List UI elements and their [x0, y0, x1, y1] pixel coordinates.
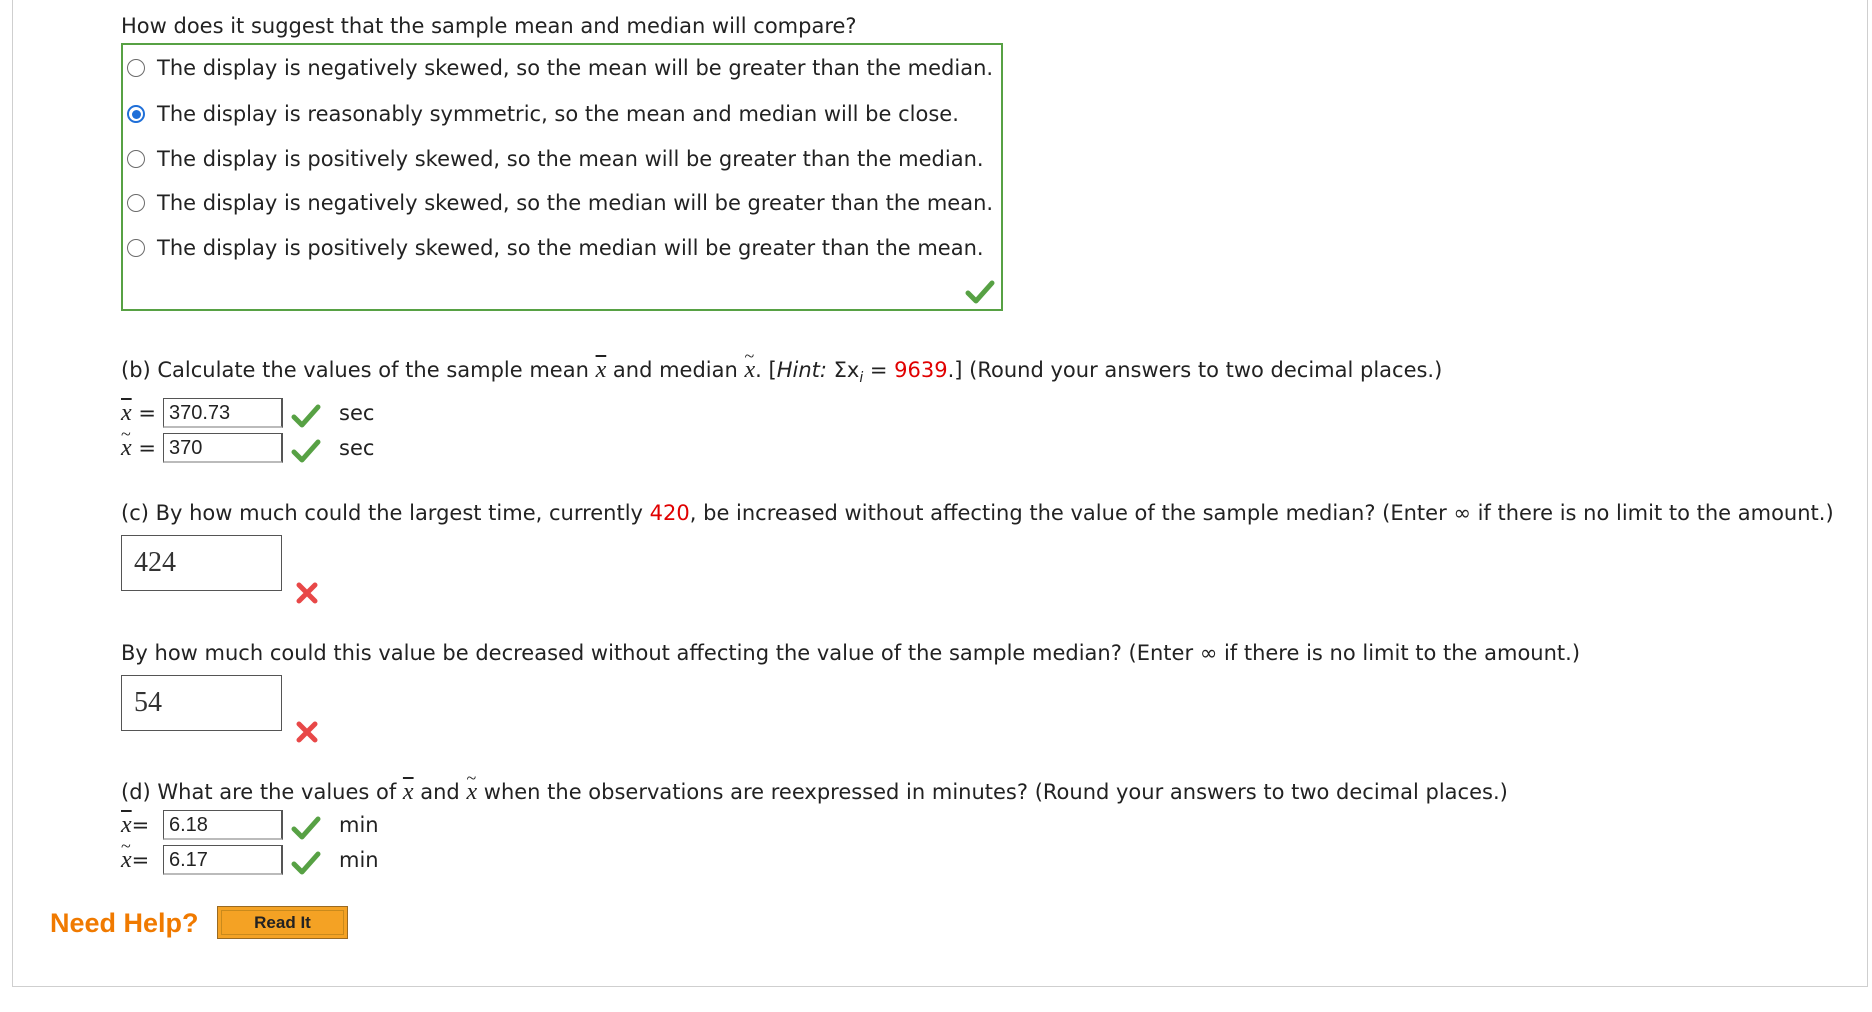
- correct-check-icon: [965, 279, 995, 305]
- unit-label: sec: [339, 401, 375, 425]
- mean-symbol: $\overline{x}$ =: [121, 400, 156, 426]
- mean-symbol: $\overline{x}=$: [121, 812, 150, 838]
- part-c-question: (c) By how much could the largest time, currently 420, be increased without affecting the value of the sample median? (Enter ∞ if there is no limit to the amount.): [121, 501, 1834, 525]
- option-label: The display is reasonably symmetric, so the mean and median will be close.: [157, 102, 959, 126]
- radio-button[interactable]: [127, 59, 145, 77]
- radio-button[interactable]: [127, 239, 145, 257]
- question-prompt: How does it suggest that the sample mean and median will compare?: [121, 14, 857, 38]
- read-it-button[interactable]: [217, 906, 348, 939]
- mean-minutes-input[interactable]: 6.18: [163, 810, 283, 840]
- unit-label: min: [339, 848, 379, 872]
- mean-seconds-input[interactable]: 370.73: [163, 398, 283, 428]
- incorrect-x-icon: [294, 719, 320, 745]
- option-4[interactable]: [127, 188, 993, 218]
- current-value: 420: [649, 501, 690, 525]
- option-label: The display is positively skewed, so the median will be greater than the mean.: [157, 236, 984, 260]
- incorrect-x-icon: [294, 580, 320, 606]
- part-d-question: (d) What are the values of $\overline{x}$ and ~ x when the observations are reexpressed in minutes? (Round your answers to two decimal places.): [121, 779, 1508, 805]
- option-1[interactable]: [127, 53, 993, 83]
- unit-label: min: [339, 813, 379, 837]
- median-symbol: ~ x=: [121, 847, 149, 873]
- correct-check-icon: [291, 438, 321, 464]
- option-5[interactable]: [127, 233, 984, 263]
- need-help-label: Need Help?: [50, 908, 199, 938]
- median-seconds-input[interactable]: 370: [163, 433, 283, 463]
- read-it-label: Read It: [254, 913, 311, 932]
- hint-value: 9639: [894, 358, 948, 382]
- correct-check-icon: [291, 815, 321, 841]
- option-label: The display is negatively skewed, so the mean will be greater than the median.: [157, 56, 994, 80]
- option-2-selected[interactable]: [127, 99, 959, 129]
- option-label: The display is negatively skewed, so the median will be greater than the mean.: [157, 191, 994, 215]
- radio-button[interactable]: [127, 194, 145, 212]
- answer-options-box: [121, 43, 1003, 311]
- increase-answer-input[interactable]: 424: [121, 535, 282, 591]
- radio-button-selected[interactable]: [127, 105, 145, 123]
- decrease-answer-input[interactable]: 54: [121, 675, 282, 731]
- part-b-question: (b) Calculate the values of the sample mean $\overline{x}$ and median ~ x. [Hint: $\Sigma x_i = 9639$.] (Round your answers to two decimal places.): [121, 357, 1442, 391]
- correct-check-icon: [291, 403, 321, 429]
- unit-label: sec: [339, 436, 375, 460]
- radio-button[interactable]: [127, 150, 145, 168]
- option-3[interactable]: [127, 144, 984, 174]
- correct-check-icon: [291, 850, 321, 876]
- median-symbol: ~ x =: [121, 435, 156, 461]
- option-label: The display is positively skewed, so the mean will be greater than the median.: [157, 147, 984, 171]
- part-c-followup-question: By how much could this value be decreased without affecting the value of the sample median? (Enter ∞ if there is no limit to the amount.): [121, 641, 1581, 665]
- median-minutes-input[interactable]: 6.17: [163, 845, 283, 875]
